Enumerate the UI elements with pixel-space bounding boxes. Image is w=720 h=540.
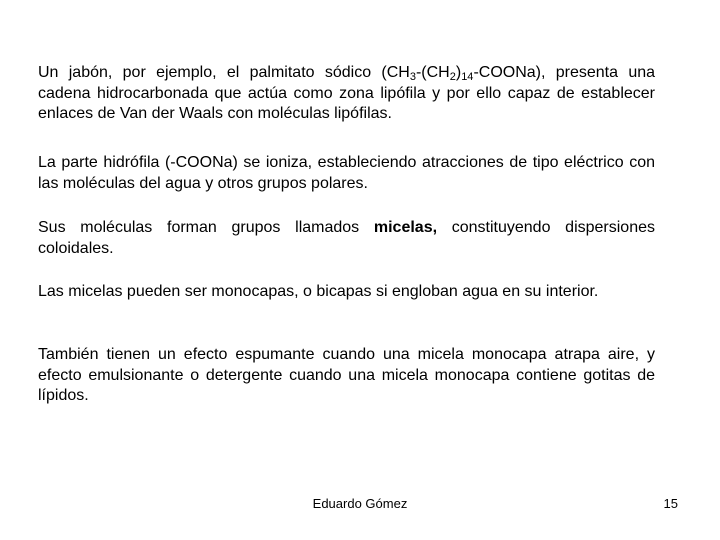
formula-part: )	[455, 64, 462, 81]
paragraph-3-text-start: Sus moléculas forman grupos llamados	[38, 219, 374, 236]
formula-subscript: 2	[449, 71, 456, 83]
paragraph-3-text-end: constituyendo dispersiones coloidales.	[38, 219, 656, 257]
formula-subscript: 3	[409, 71, 416, 83]
palmitate-formula	[381, 64, 541, 81]
paragraph-micelle-effects: También tienen un efecto espumante cuando una micela monocapa atrapa aire, y efecto emulsionante o detergente cuando una micela monocapa contiene gotitas de lípidos.	[38, 346, 655, 404]
footer-author: Eduardo Gómez	[312, 496, 408, 511]
paragraph-1-text-end: , presenta una cadena hidrocarbonada que actúa como zona lipófila y por ello capaz de establecer enlaces de Van der Waals con moléculas lipófilas.	[38, 64, 656, 122]
micelles-term: micelas,	[373, 219, 438, 236]
formula-part: -COONa)	[473, 64, 541, 81]
paragraph-1-text-start: Un jabón, por ejemplo, el palmitato sódico	[38, 64, 382, 81]
paragraph-micelle-types: Las micelas pueden ser monocapas, o bicapas si engloban agua en su interior.	[38, 283, 599, 300]
paragraph-micelles	[38, 218, 655, 259]
paragraph-hydrophilic-part: La parte hidrófila (-COONa) se ioniza, estableciendo atracciones de tipo eléctrico con las moléculas del agua y otros grupos polares.	[38, 154, 655, 192]
formula-part: (CH	[381, 64, 410, 81]
formula-subscript: 14	[461, 71, 474, 83]
page-number: 15	[663, 496, 678, 511]
paragraph-soap-structure	[38, 63, 655, 125]
formula-part: -(CH	[415, 64, 450, 81]
